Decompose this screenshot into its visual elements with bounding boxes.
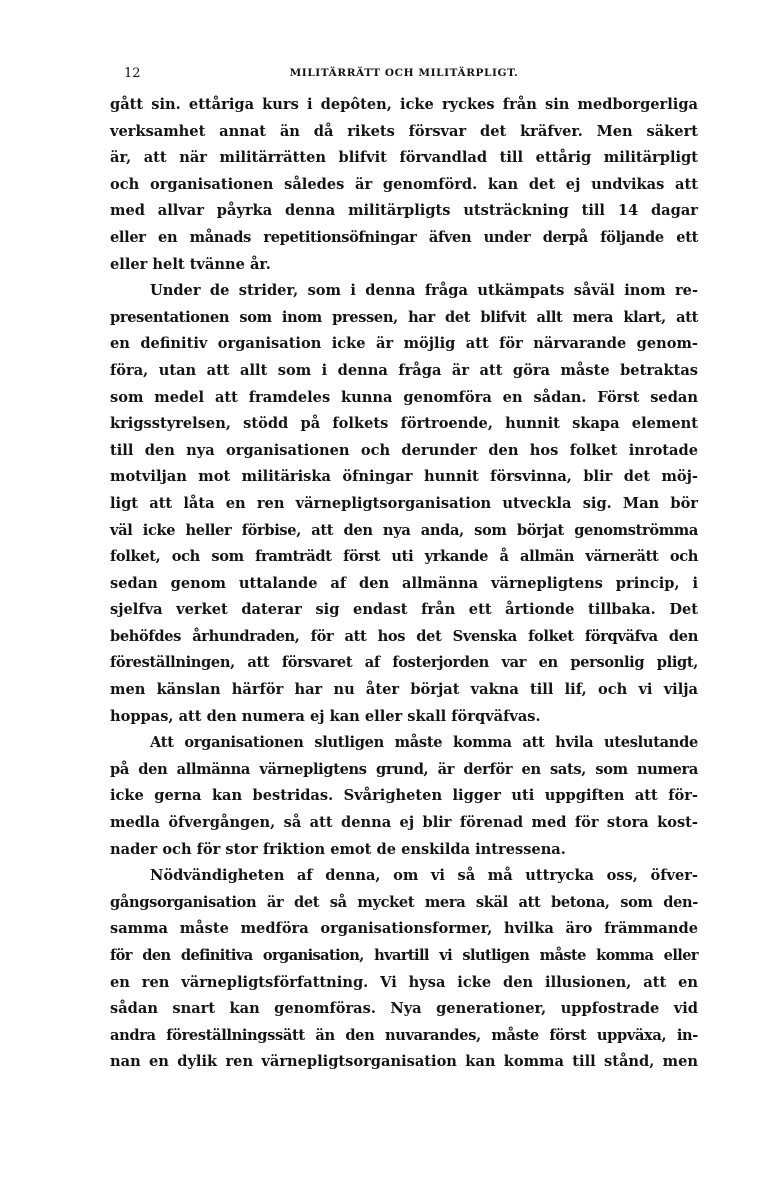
text-line: väl icke heller förbise, att den nya anda, som börjat genomströmma (110, 521, 698, 539)
text-line: verksamhet annat än då rikets försvar det kräfver. Men säkert (110, 122, 698, 140)
text-line: presentationen som inom pressen, har det blifvit allt mera klart, att (110, 308, 698, 326)
text-line: föra, utan att allt som i denna fråga är att göra måste betraktas (110, 361, 698, 379)
text-line: behöfdes århundraden, för att hos det Svenska folket förqväfva den (110, 627, 698, 645)
running-title: MILITÄRRÄTT OCH MILITÄRPLIGT. (289, 67, 519, 79)
page-number: 12 (124, 66, 141, 81)
running-head (110, 66, 698, 82)
text-line: en ren värnepligtsförfattning. Vi hysa icke den illusionen, att en (110, 973, 698, 991)
text-line: sådan snart kan genomföras. Nya generationer, uppfostrade vid (110, 1000, 698, 1018)
text-line: andra föreställningssätt än den nuvarandes, måste först uppväxa, in- (110, 1026, 698, 1044)
text-line: medla öfvergången, så att denna ej blir förenad med för stora kost- (110, 814, 698, 832)
text-line: men känslan härför har nu åter börjat vakna till lif, och vi vilja (110, 681, 698, 699)
text-line: hoppas, att den numera ej kan eller skall förqväfvas. (110, 707, 541, 725)
body-text (110, 92, 698, 1076)
text-line: ligt att låta en ren värnepligtsorganisation utveckla sig. Man bör (110, 494, 698, 512)
text-line: en definitiv organisation icke är möjlig att för närvarande genom- (110, 335, 698, 353)
text-line: eller helt tvänne år. (110, 255, 271, 273)
text-line: och organisationen således är genomförd. kan det ej undvikas att (110, 175, 698, 193)
text-line: folket, och som framträdt först uti yrkande å allmän värnerätt och (110, 548, 698, 566)
text-line: gångsorganisation är det så mycket mera skäl att betona, som den- (110, 893, 698, 911)
text-line: Under de strider, som i denna fråga utkämpats såväl inom re- (150, 282, 698, 300)
text-line: är, att när militärrätten blifvit förvandlad till ettårig militärpligt (110, 149, 698, 167)
text-line: föreställningen, att försvaret af fosterjorden var en personlig pligt, (110, 654, 698, 672)
text-line: eller en månads repetitionsöfningar äfven under derpå följande ett (110, 228, 698, 246)
text-line: sjelfva verket daterar sig endast från ett årtionde tillbaka. Det (110, 601, 698, 619)
text-line: på den allmänna värnepligtens grund, är derför en sats, som numera (110, 760, 698, 778)
text-line: nader och för stor friktion emot de enskilda intressena. (110, 840, 566, 858)
text-line: som medel att framdeles kunna genomföra en sådan. Först sedan (110, 388, 698, 406)
text-line: sedan genom uttalande af den allmänna värnepligtens princip, i (110, 574, 698, 592)
text-line: motviljan mot militäriska öfningar hunnit försvinna, blir det möj- (110, 468, 698, 486)
text-line: för den definitiva organisation, hvartill vi slutligen måste komma eller (110, 947, 698, 964)
text-line: Att organisationen slutligen måste komma att hvila uteslutande (150, 734, 698, 752)
text-line: Nödvändigheten af denna, om vi så må uttrycka oss, öfver- (150, 867, 698, 885)
text-line: med allvar påyrka denna militärpligts utsträckning till 14 dagar (110, 202, 698, 220)
text-line: samma måste medföra organisationsformer, hvilka äro främmande (110, 920, 698, 938)
text-line: nan en dylik ren värnepligtsorganisation kan komma till stånd, men (110, 1053, 698, 1071)
text-line: gått sin. ettåriga kurs i depôten, icke ryckes från sin medborgerliga (110, 96, 698, 113)
text-line: krigsstyrelsen, stödd på folkets förtroende, hunnit skapa element (110, 415, 698, 433)
text-line: icke gerna kan bestridas. Svårigheten ligger uti uppgiften att för- (110, 787, 698, 805)
text-line: till den nya organisationen och derunder den hos folket inrotade (110, 441, 698, 459)
